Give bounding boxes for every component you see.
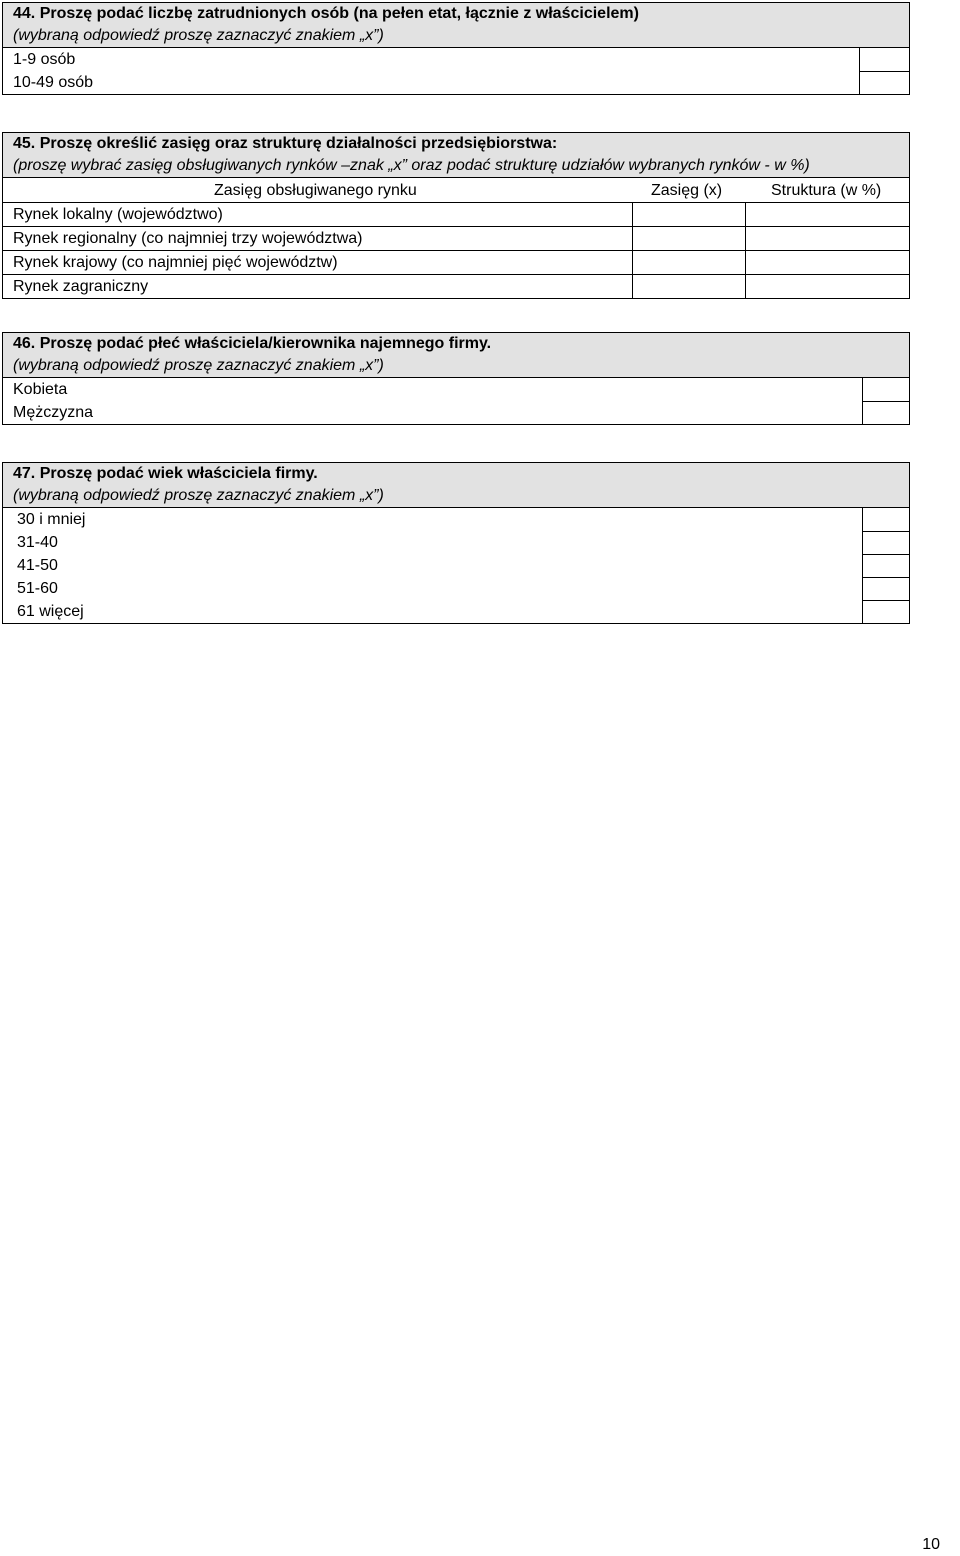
- answer-box[interactable]: [859, 48, 910, 71]
- option-label: Kobieta: [13, 381, 68, 398]
- range-box[interactable]: [632, 251, 746, 274]
- column-header-range: Zasięg (x): [651, 182, 723, 199]
- question-46-header: [3, 333, 909, 378]
- option-row: [3, 378, 909, 401]
- table-row: [3, 202, 909, 226]
- table-row: [3, 226, 909, 250]
- option-label: 51-60: [17, 580, 58, 597]
- column-header-market: Zasięg obsługiwanego rynku: [214, 182, 417, 199]
- question-46-instruction: (wybraną odpowiedź proszę zaznaczyć znakiem „x”): [13, 357, 384, 374]
- table-header: [3, 178, 909, 202]
- page-number: 10: [922, 1536, 940, 1553]
- option-row: [3, 401, 909, 424]
- question-47: [2, 462, 910, 624]
- option-row: [3, 554, 909, 577]
- structure-box[interactable]: [745, 251, 910, 274]
- structure-box[interactable]: [745, 203, 910, 226]
- answer-box[interactable]: [862, 401, 910, 424]
- answer-box[interactable]: [862, 378, 910, 401]
- table-row: [3, 274, 909, 298]
- question-44-title: 44. Proszę podać liczbę zatrudnionych osób (na pełen etat, łącznie z właścicielem): [13, 5, 639, 22]
- question-47-instruction: (wybraną odpowiedź proszę zaznaczyć znakiem „x”): [13, 487, 384, 504]
- option-row: [3, 600, 909, 623]
- option-label: 31-40: [17, 534, 58, 551]
- question-46: [2, 332, 910, 425]
- option-label: 61 więcej: [17, 603, 84, 620]
- option-row: [3, 577, 909, 600]
- market-label: Rynek regionalny (co najmniej trzy województwa): [13, 230, 363, 247]
- question-45-header: [3, 133, 909, 178]
- market-label: Rynek zagraniczny: [13, 278, 149, 295]
- answer-box[interactable]: [862, 554, 910, 577]
- structure-box[interactable]: [745, 227, 910, 250]
- answer-box[interactable]: [859, 71, 910, 94]
- option-label: 10-49 osób: [13, 74, 94, 91]
- option-row: [3, 48, 909, 71]
- market-label: Rynek krajowy (co najmniej pięć województw): [13, 254, 338, 271]
- column-header-structure: Struktura (w %): [771, 182, 882, 199]
- answer-box[interactable]: [862, 577, 910, 600]
- option-label: Mężczyzna: [13, 404, 94, 421]
- question-44-instruction: (wybraną odpowiedź proszę zaznaczyć znakiem „x”): [13, 27, 384, 44]
- question-47-header: [3, 463, 909, 508]
- option-row: [3, 71, 909, 94]
- structure-box[interactable]: [745, 275, 910, 298]
- question-47-title: 47. Proszę podać wiek właściciela firmy.: [13, 465, 318, 482]
- range-box[interactable]: [632, 275, 746, 298]
- question-44-header: [3, 3, 909, 48]
- question-44: [2, 2, 910, 95]
- question-45-instruction: (proszę wybrać zasięg obsługiwanych rynków –znak „x” oraz podać strukturę udziałów wybranych rynków - w %): [13, 157, 810, 174]
- option-label: 30 i mniej: [17, 511, 86, 528]
- question-45-title: 45. Proszę określić zasięg oraz strukturę działalności przedsiębiorstwa:: [13, 135, 558, 152]
- table-row: [3, 250, 909, 274]
- range-box[interactable]: [632, 227, 746, 250]
- answer-box[interactable]: [862, 600, 910, 623]
- option-row: [3, 531, 909, 554]
- question-45: [2, 132, 910, 299]
- question-46-title: 46. Proszę podać płeć właściciela/kierownika najemnego firmy.: [13, 335, 492, 352]
- answer-box[interactable]: [862, 508, 910, 531]
- market-label: Rynek lokalny (województwo): [13, 206, 223, 223]
- range-box[interactable]: [632, 203, 746, 226]
- option-row: [3, 508, 909, 531]
- option-label: 41-50: [17, 557, 58, 574]
- answer-box[interactable]: [862, 531, 910, 554]
- option-label: 1-9 osób: [13, 51, 76, 68]
